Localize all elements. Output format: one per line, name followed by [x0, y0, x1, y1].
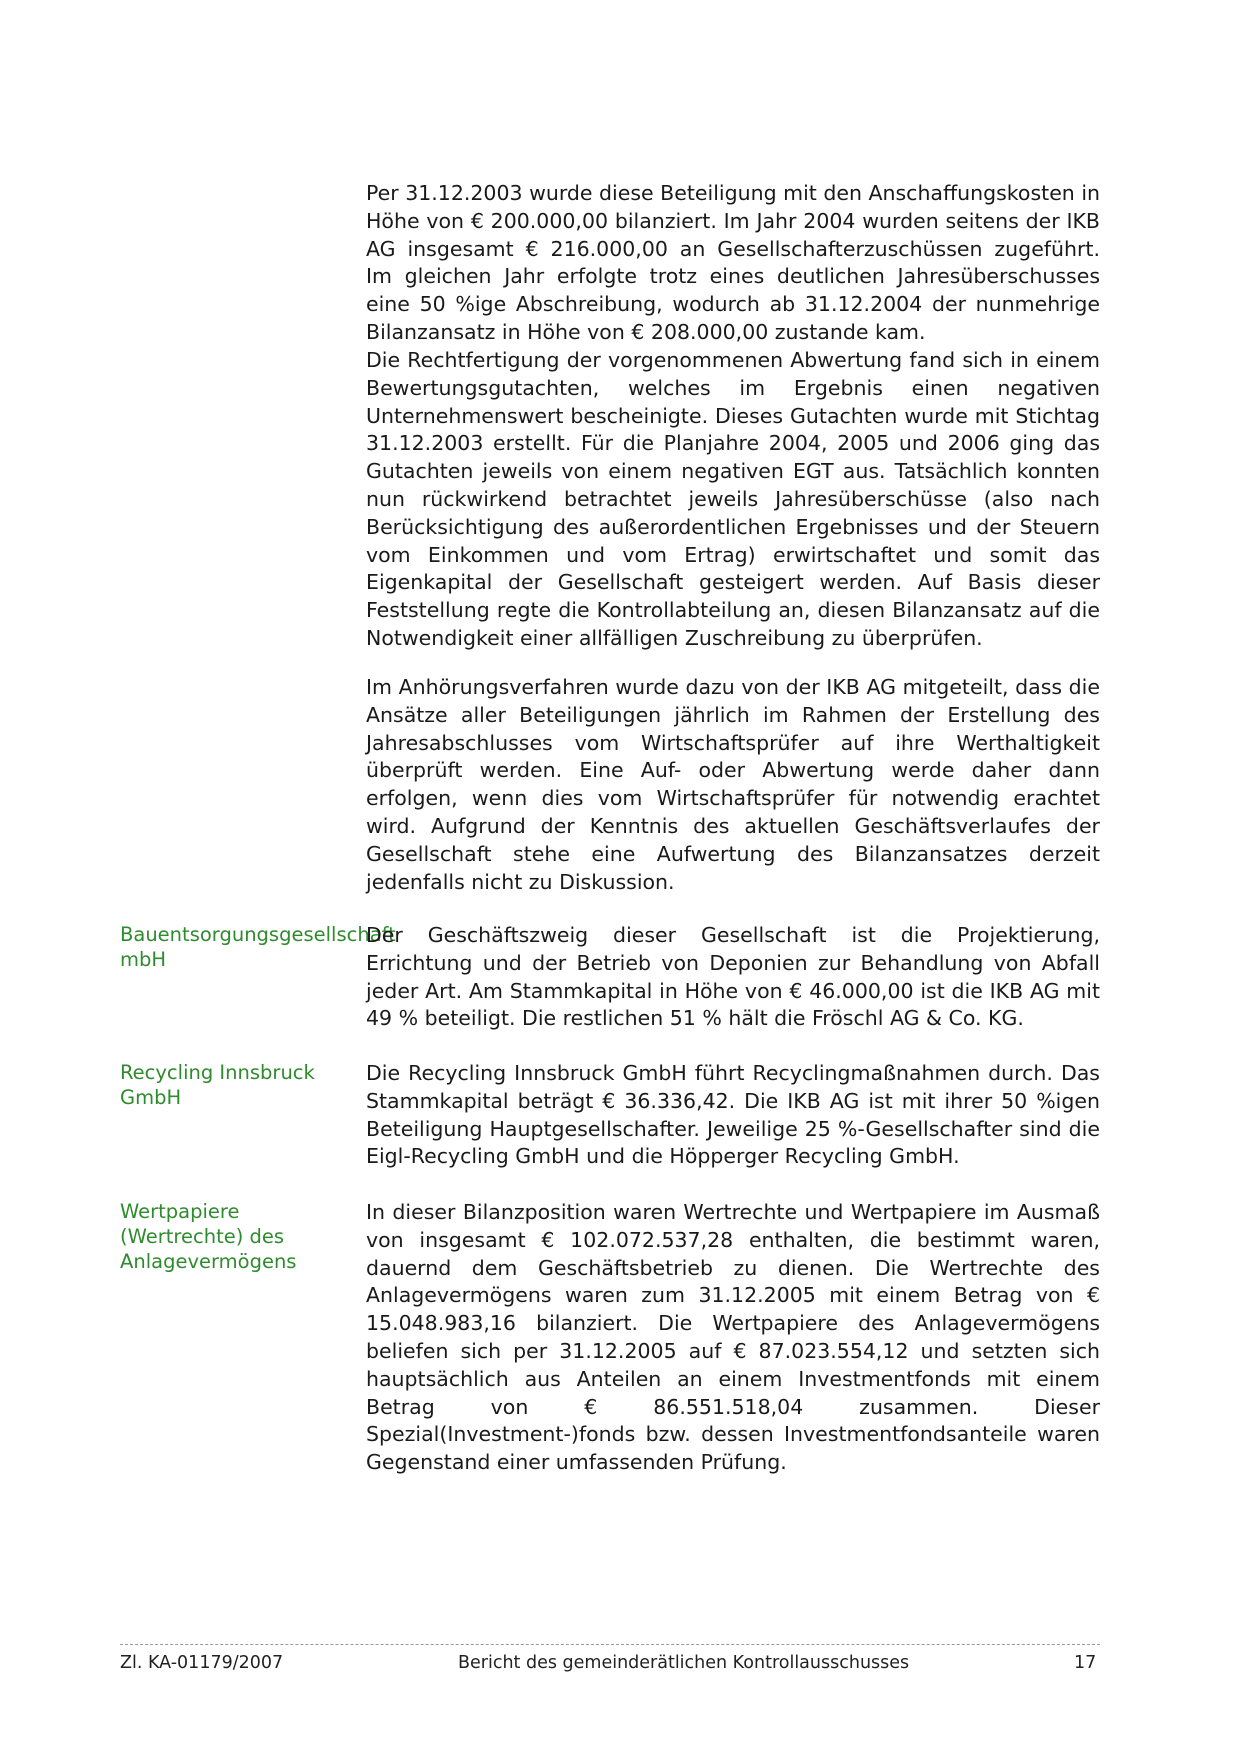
footer-reference: Zl. KA-01179/2007	[120, 1653, 284, 1673]
paragraph-acquisition-costs: Per 31.12.2003 wurde diese Beteiligung mit den Anschaffungskosten in Höhe von € 200.000,00 bilanziert. Im Jahr 2004 wurden seitens der IKB AG insgesamt € 216.000,00 an Gesellschafterzuschüssen zugeführt. Im gleichen Jahr erfolgte trotz eines deutlichen Jahresüberschusses eine 50 %ige Abschreibung, wodurch ab 31.12.2004 der nunmehrige Bilanzansatz in Höhe von € 208.000,00 zustande kam.	[366, 181, 1101, 344]
paragraph-wertpapiere: In dieser Bilanzposition waren Wertrechte und Wertpapiere im Ausmaß von insgesamt € 102.072.537,28 enthalten, die bestimmt waren, dauernd dem Geschäftsbetrieb zu dienen. Die Wertrechte des Anlagevermögens waren zum 31.12.2005 mit einem Betrag von € 15.048.983,16 bilanziert. Die Wertpapiere des Anlagevermögens beliefen sich per 31.12.2005 auf € 87.023.554,12 und setzten sich hauptsächlich aus Anteilen an einem Investmentfonds mit einem Betrag von € 86.551.518,04 zusammen. Dieser Spezial(Investment-)fonds bzw. dessen Investmentfondsanteile waren Gegenstand einer umfassenden Prüfung.	[366, 1200, 1100, 1475]
footer-title: Bericht des gemeinderätlichen Kontrollausschusses	[458, 1653, 910, 1673]
paragraph-valuation-report: Die Rechtfertigung der vorgenommenen Abwertung fand sich in einem Bewertungsgutachten, welches im Ergebnis einen negativen Unternehmenswert bescheinigte. Dieses Gutachten wurde mit Stichtag 31.12.2003 erstellt. Für die Planjahre 2004, 2005 und 2006 ging das Gutachten jeweils von einem negativen EGT aus. Tatsächlich konnten nun rückwirkend betrachtet jeweils Jahresüberschüsse (also nach Berücksichtigung des außerordentlichen Ergebnisses und der Steuern vom Einkommen und vom Ertrag) erwirtschaftet und somit das Eigenkapital der Gesellschaft gesteigert werden. Auf Basis dieser Feststellung regte die Kontrollabteilung an, diesen Bilanzansatz auf die Notwendigkeit einer allfälligen Zuschreibung zu überprüfen.	[366, 348, 1100, 650]
side-label-wertpapiere: Wertpapiere (Wertrechte) des Anlagevermögens	[120, 1200, 297, 1273]
paragraph-recycling: Die Recycling Innsbruck GmbH führt Recyclingmaßnahmen durch. Das Stammkapital beträgt € 36.336,42. Die IKB AG ist mit ihrer 50 %igen Beteiligung Hauptgesellschafter. Jeweilige 25 %-Gesellschafter sind die Eigl-Recycling GmbH und die Höpperger Recycling GmbH.	[366, 1061, 1100, 1169]
footer-page-number: 17	[1074, 1653, 1097, 1673]
footer-divider	[120, 1644, 1100, 1645]
paragraph-hearing-procedure: Im Anhörungsverfahren wurde dazu von der IKB AG mitgeteilt, dass die Ansätze aller Beteiligungen jährlich im Rahmen der Erstellung des Jahresabschlusses vom Wirtschaftsprüfer auf ihre Werthaltigkeit überprüft werden. Eine Auf- oder Abwertung werde daher dann erfolgen, wenn dies vom Wirtschaftsprüfer für notwendig erachtet wird. Aufgrund der Kenntnis des aktuellen Geschäftsverlaufes der Gesellschaft stehe eine Aufwertung des Bilanzansatzes derzeit jedenfalls nicht zu Diskussion.	[366, 675, 1100, 894]
paragraph-bauentsorgung: Der Geschäftszweig dieser Gesellschaft ist die Projektierung, Errichtung und der Betrieb von Deponien zur Behandlung von Abfall jeder Art. Am Stammkapital in Höhe von € 46.000,00 ist die IKB AG mit 49 % beteiligt. Die restlichen 51 % hält die Fröschl AG & Co. KG.	[366, 923, 1100, 1031]
side-label-recycling: Recycling Innsbruck GmbH	[120, 1061, 315, 1109]
side-label-bauentsorgung: Bauentsorgungsgesellschaft mbH	[120, 923, 396, 971]
